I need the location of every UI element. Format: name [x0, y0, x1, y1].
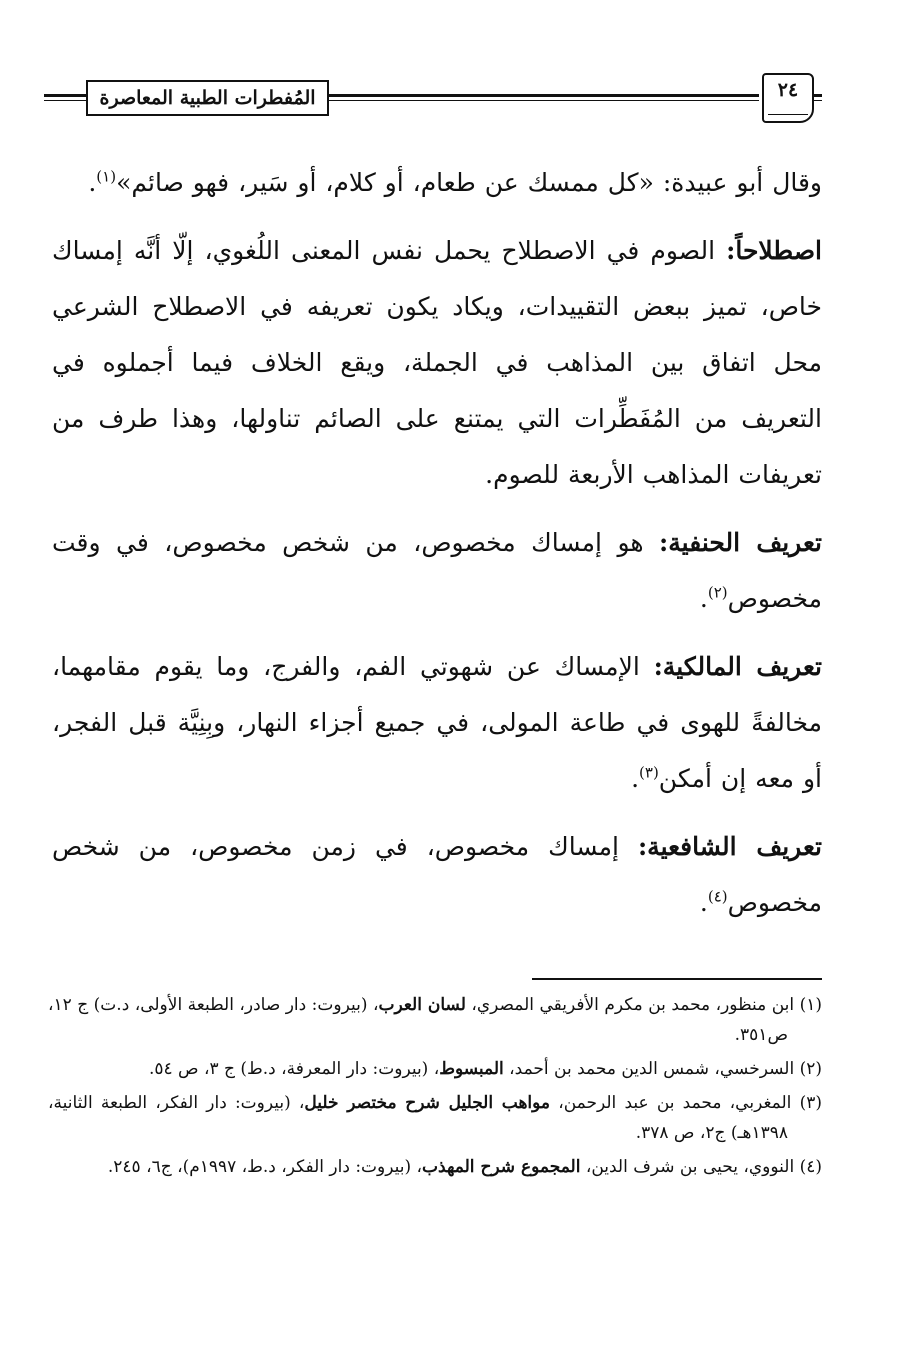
- footnote-number: (٣): [799, 1093, 822, 1113]
- footnote-text: النووي، يحيى بن شرف الدين،: [580, 1157, 800, 1177]
- paragraph-text: هو إمساك مخصوص، من شخص مخصوص، في وقت مخصوص: [52, 528, 822, 613]
- paragraph-end: .: [699, 584, 708, 613]
- header-rule-left: [44, 94, 86, 101]
- running-header: [44, 70, 822, 130]
- footnote-text: ، (بيروت: دار الفكر، د.ط، ١٩٩٧م)، ج٦، ٢٤٥.: [107, 1157, 423, 1177]
- paragraph-term: تعريف المالكية:: [653, 652, 822, 681]
- paragraph-hanafi: [52, 515, 822, 627]
- paragraph-end: .: [88, 168, 97, 197]
- paragraph-shafii: [52, 819, 822, 931]
- main-text: [52, 155, 822, 931]
- paragraph-term: اصطلاحاً:: [726, 236, 822, 265]
- footnote-4: [48, 1152, 822, 1182]
- footnote-book-title: المجموع شرح المهذب: [422, 1157, 581, 1177]
- footnote-separator: [532, 978, 822, 980]
- footnote-number: (١): [799, 995, 822, 1015]
- header-rule-middle: [329, 94, 759, 101]
- paragraph-istilahan: [52, 223, 822, 503]
- paragraph-term: تعريف الحنفية:: [659, 528, 822, 557]
- page-number: ٢٤: [762, 73, 814, 123]
- running-title: المُفطرات الطبية المعاصرة: [86, 80, 329, 116]
- footnote-ref-4[interactable]: (٤): [707, 887, 728, 906]
- footnote-ref-3[interactable]: (٣): [639, 763, 659, 782]
- footnote-ref-1[interactable]: (١): [96, 167, 117, 186]
- footnotes: [48, 990, 822, 1186]
- paragraph-abu-ubayda: [52, 155, 822, 211]
- paragraph-term: تعريف الشافعية:: [637, 832, 822, 861]
- paragraph-text: الصوم في الاصطلاح يحمل نفس المعنى اللُغوي، إلّا أنَّه إمساك خاص، تميز ببعض التقييدات، ويكاد يكون تعريفه في الاصطلاح الشرعي محل اتفاق بين المذاهب في الجملة، ويقع الخلاف فيما أجملوه في التعريف من المُفَطِّرات التي يمتنع على الصائم تناولها، وهذا طرف من تعريفات المذاهب الأربعة للصوم.: [52, 236, 822, 489]
- footnote-ref-2[interactable]: (٢): [707, 583, 728, 602]
- footnote-text: المغربي، محمد بن عبد الرحمن،: [550, 1093, 800, 1113]
- footnote-book-title: لسان العرب: [378, 995, 466, 1015]
- paragraph-end: .: [631, 764, 640, 793]
- footnote-number: (٤): [799, 1157, 822, 1177]
- footnote-text: ، (بيروت: دار المعرفة، د.ط) ج ٣، ص ٥٤.: [148, 1059, 440, 1079]
- footnote-text: السرخسي، شمس الدين محمد بن أحمد،: [503, 1059, 800, 1079]
- footnote-2: [48, 1054, 822, 1084]
- paragraph-maliki: [52, 639, 822, 807]
- footnote-book-title: المبسوط: [439, 1059, 504, 1079]
- paragraph-text: وقال أبو عبيدة: «كل ممسك عن طعام، أو كلام، أو سَير، فهو صائم»: [116, 168, 822, 197]
- footnote-text: ، (بيروت: دار الفكر، الطبعة الثانية، ١٣٩٨هـ) ج٢، ص ٣٧٨.: [48, 1093, 788, 1143]
- paragraph-text: الإمساك عن شهوتي الفم، والفرج، وما يقوم مقامهما، مخالفةً للهوى في طاعة المولى، في جميع أجزاء النهار، وبِنِيَّة قبل الفجر، أو معه إن أمكن: [52, 652, 822, 793]
- footnote-book-title: مواهب الجليل شرح مختصر خليل: [304, 1093, 551, 1113]
- footnote-number: (٢): [799, 1059, 822, 1079]
- footnote-1: [48, 990, 822, 1050]
- footnote-3: [48, 1088, 822, 1148]
- footnote-text: ابن منظور، محمد بن مكرم الأفريقي المصري،: [465, 995, 800, 1015]
- header-rule-right: [814, 94, 822, 101]
- footnote-text: ، (بيروت: دار صادر، الطبعة الأولى، د.ت) ج ١٢، ص٣٥١.: [48, 995, 788, 1045]
- paragraph-end: .: [699, 888, 708, 917]
- paragraph-text: إمساك مخصوص، في زمن مخصوص، من شخص مخصوص: [52, 832, 822, 917]
